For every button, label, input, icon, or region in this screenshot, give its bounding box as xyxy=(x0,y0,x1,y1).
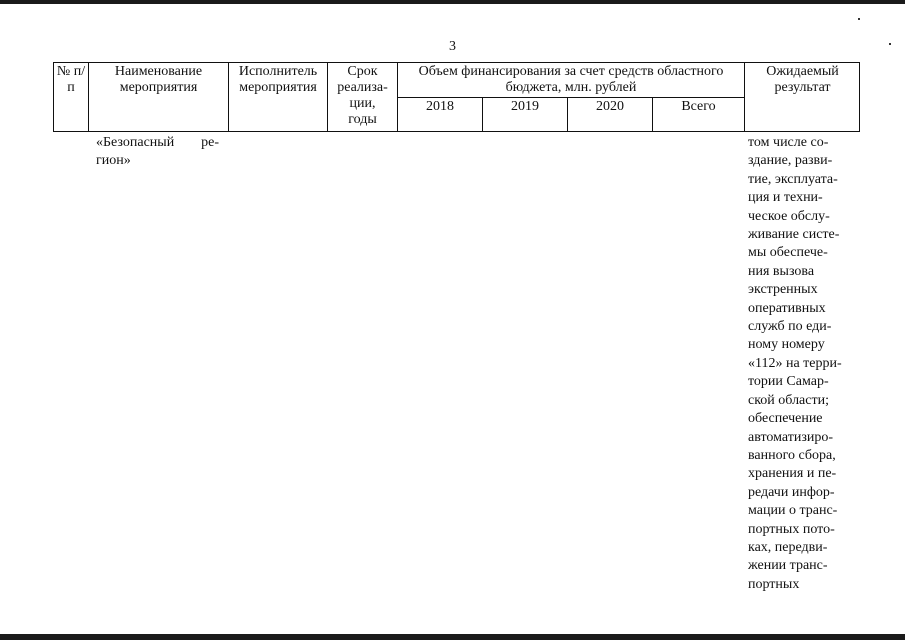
scan-top-edge xyxy=(0,0,905,4)
row-result-continuation: том числе со- здание, разви- тие, эксплуата- ция и техни- ческое обслу- живание систе- мы обеспече- ния вызова экстренных оперативных служб по еди- ному номеру «112» на терри- тории Самар- ской области; обеспечение автоматизиро- ванного сбора, хранения и пе- редачи инфор- мации о транс- портных пото- ках, передви- жении транс- портных xyxy=(748,135,842,592)
header-year-2020: 2020 xyxy=(596,99,624,114)
table-divider xyxy=(397,97,744,98)
header-year-2019: 2019 xyxy=(511,99,539,114)
header-total: Всего xyxy=(681,99,716,114)
page-number: 3 xyxy=(449,39,456,54)
header-result: Ожидаемый результат xyxy=(766,64,839,95)
header-num: № п/п xyxy=(56,64,86,95)
row-name-continuation: «Безопасный ре- гион» xyxy=(96,135,219,169)
header-funding: Объем финансирования за счет средств областного бюджета, млн. рублей xyxy=(418,64,724,95)
header-name: Наименование мероприятия xyxy=(114,64,203,95)
scan-bottom-edge xyxy=(0,634,905,640)
header-term: Срок реализа-ции, годы xyxy=(337,64,388,127)
header-executor: Исполнитель мероприятия xyxy=(238,64,318,95)
header-year-2018: 2018 xyxy=(426,99,454,114)
scan-speck xyxy=(858,18,860,20)
